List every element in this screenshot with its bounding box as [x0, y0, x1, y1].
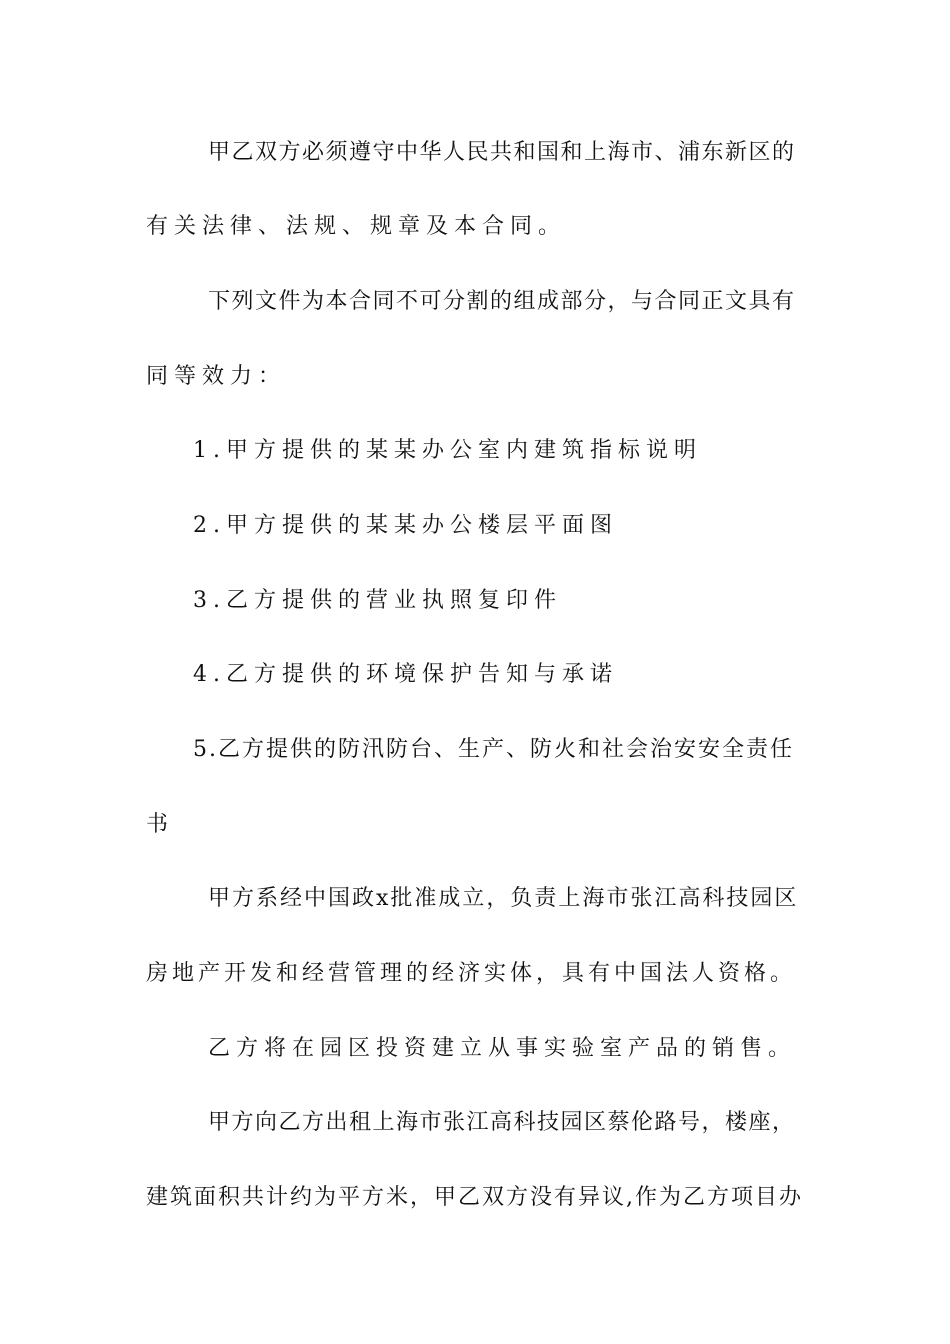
list-item-1: 1.甲方提供的某某办公室内建筑指标说明 — [193, 438, 702, 463]
paragraph-1-line-2: 有关法律、法规、规章及本合同。 — [146, 214, 567, 239]
paragraph-2-line-1: 下列文件为本合同不可分割的组成部分，与合同正文具有 — [208, 289, 796, 314]
paragraph-3-line-2: 房地产开发和经营管理的经济实体，具有中国法人资格。 — [146, 961, 797, 986]
paragraph-5-line-2: 建筑面积共计约为平方米，甲乙双方没有异议,作为乙方项目办 — [146, 1185, 803, 1210]
paragraph-2-line-2: 同等效力： — [146, 364, 287, 389]
paragraph-4-line-1: 乙方将在园区投资建立从事实验室产品的销售。 — [208, 1036, 797, 1061]
list-item-4: 4.乙方提供的环境保护告知与承诺 — [193, 662, 618, 687]
paragraph-1-line-1: 甲乙双方必须遵守中华人民共和国和上海市、浦东新区的 — [208, 140, 796, 165]
list-item-5-line-1: 5.乙方提供的防汛防台、生产、防火和社会治安安全责任 — [193, 737, 794, 762]
paragraph-3-line-1: 甲方系经中国政x批准成立，负责上海市张江高科技园区 — [208, 886, 799, 911]
list-item-3: 3.乙方提供的营业执照复印件 — [193, 588, 562, 613]
list-item-5-line-2: 书 — [146, 812, 175, 837]
paragraph-5-line-1: 甲方向乙方出租上海市张江高科技园区蔡伦路号，楼座， — [208, 1110, 796, 1135]
list-item-2: 2.甲方提供的某某办公楼层平面图 — [193, 513, 618, 538]
